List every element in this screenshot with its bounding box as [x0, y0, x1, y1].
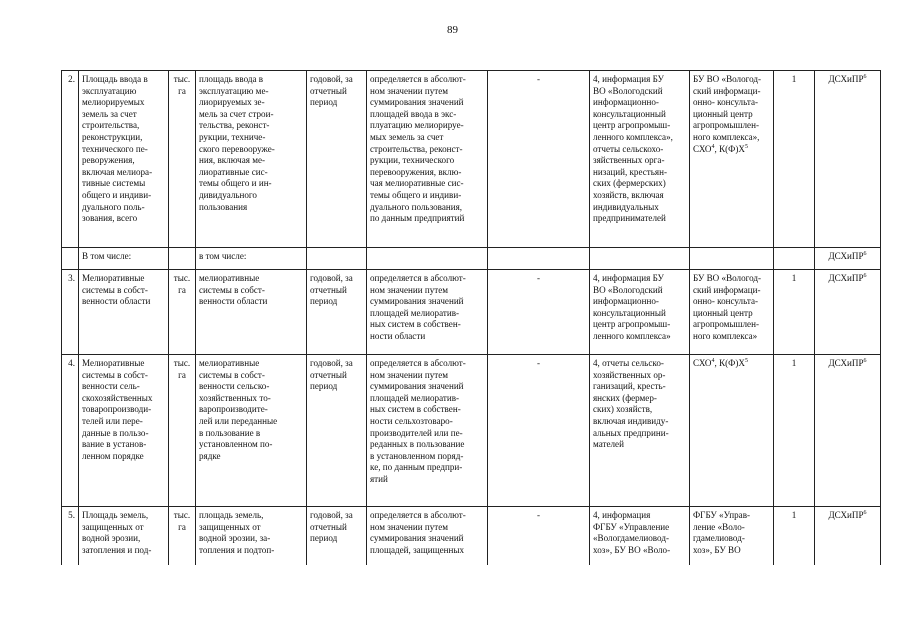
definition-cell-text: площадь ввода в эксплуатацию ме- лиорируемых зе- мель за счет строи- тельства, реконст- рукции, техниче- ского перевооруже- ния, включая ме- лиоративные сис- темы общего и ин- дивидуального пользования — [199, 74, 275, 212]
responsible-tail: , К(Ф)Х — [714, 143, 745, 154]
responsible-dept-cell-text: ДСХиПР — [828, 510, 864, 520]
dept-footnote-mark: 6 — [863, 73, 867, 80]
responsible-cell-text: СХО — [693, 358, 712, 368]
unit-cell-text: тыс. га — [173, 273, 191, 295]
periodicity-cell-text: годовой, за отчетный период — [310, 358, 353, 392]
responsible-tail-sup: 5 — [744, 357, 748, 364]
responsible-tail: , К(Ф)Х — [714, 358, 745, 368]
data-source-cell — [590, 248, 690, 270]
responsible-dept-cell — [815, 355, 881, 507]
data-source-cell — [590, 270, 690, 355]
unit-cell — [169, 270, 196, 355]
responsible-dept-cell — [815, 248, 881, 270]
unit-cell — [169, 248, 196, 270]
data-source-cell-text: 4, отчеты сельско- хозяйственных ор- ганизаций, кресть- янских (фермер- ских) хозяйств, включая индивиду- альных предприни- мателей — [593, 358, 669, 450]
table-row — [62, 270, 881, 355]
responsible-sup: 4 — [711, 357, 715, 364]
row-number-text: 4. — [68, 358, 75, 368]
responsible-dept-cell-text: ДСХиПР — [828, 74, 864, 84]
row-number — [62, 507, 79, 565]
responsible-cell-text: БУ ВО «Вологод- ский информаци- онно- консульта- ционный центр агропромышлен- ного комплекса» — [693, 273, 762, 341]
responsible-dept-cell — [815, 270, 881, 355]
responsible-dept-cell — [815, 507, 881, 565]
collection-code-cell — [774, 270, 815, 355]
row-number-text: 5. — [68, 510, 75, 520]
row-number — [62, 355, 79, 507]
data-source-cell — [590, 71, 690, 248]
indicator-name — [79, 270, 169, 355]
data-source-cell — [590, 507, 690, 565]
indicator-name — [79, 507, 169, 565]
dept-footnote-mark: 6 — [863, 357, 867, 364]
definition-cell — [196, 71, 307, 248]
indicator-name-text: Мелиоративные системы в собст- венности области — [82, 273, 151, 307]
calculation-method-cell — [367, 355, 488, 507]
periodicity-cell — [307, 507, 367, 565]
basic-indicator-cell-text: - — [536, 358, 541, 368]
definition-cell-text: мелиоративные системы в собст- венности сельско- хозяйственных то- варопроизводите- лей или переданные в пользование в установленном по- рядке — [199, 358, 278, 461]
collection-code-cell-text: 1 — [791, 510, 797, 520]
calculation-method-cell — [367, 248, 488, 270]
table-row — [62, 355, 881, 507]
responsible-sup: 4 — [711, 143, 715, 150]
responsible-cell — [690, 507, 774, 565]
unit-cell — [169, 507, 196, 565]
dept-footnote-mark: 6 — [863, 250, 867, 257]
collection-code-cell-text: 1 — [791, 358, 797, 368]
definition-cell — [196, 248, 307, 270]
dept-footnote-mark: 6 — [863, 509, 867, 516]
basic-indicator-cell — [488, 355, 590, 507]
collection-code-cell — [774, 355, 815, 507]
definition-cell-text: мелиоративные системы в собст- венности области — [199, 273, 268, 307]
definition-cell-text: в том числе: — [199, 251, 247, 261]
data-source-cell-text: 4, информация ФГБУ «Управление «Вологдамелиовод- хоз», БУ ВО «Воло- — [593, 510, 671, 555]
periodicity-cell — [307, 270, 367, 355]
indicator-name-text: В том числе: — [82, 251, 132, 261]
row-number-text: 2. — [68, 74, 75, 84]
unit-cell — [169, 355, 196, 507]
responsible-cell-text: БУ ВО «Вологод- ский информаци- онно- консульта- ционный центр агропромышлен- ного комплекса», СХО — [693, 74, 762, 154]
collection-code-cell-text: 1 — [791, 273, 797, 283]
basic-indicator-cell — [488, 71, 590, 248]
indicator-name-text: Площадь ввода в эксплуатацию мелиорируемых земель за счет строительства, реконструкции, технического пе- реворужения, включая мелиора- тивные системы общего и индиви- дуального поль- зования, всего — [82, 74, 153, 224]
definition-cell-text: площадь земель, защищенных от водной эрозии, за- топления и подтоп- — [199, 510, 275, 555]
periodicity-cell — [307, 248, 367, 270]
row-number-text: 3. — [68, 273, 75, 283]
indicator-name-text: Площадь земель, защищенных от водной эрозии, затопления и под- — [82, 510, 152, 555]
data-source-cell — [590, 355, 690, 507]
indicator-name-text: Мелиоративные системы в собст- венности сель- скохозяйственных товаропроизводи- телей или пере- данные в пользо- вание в установ- ленном порядке — [82, 358, 153, 461]
table-row — [62, 71, 881, 248]
calculation-method-cell — [367, 270, 488, 355]
collection-code-cell-text: 1 — [791, 74, 797, 84]
responsible-dept-cell-text: ДСХиПР — [828, 273, 864, 283]
definition-cell — [196, 270, 307, 355]
indicator-name — [79, 71, 169, 248]
periodicity-cell-text: годовой, за отчетный период — [310, 510, 353, 544]
responsible-dept-cell-text: ДСХиПР — [828, 251, 864, 261]
data-source-cell-text: 4, информация БУ ВО «Вологодский информационно- консультационный центр агропромыш- ленного комплекса» — [593, 273, 671, 341]
responsible-cell — [690, 71, 774, 248]
row-number — [62, 270, 79, 355]
indicator-table — [61, 70, 881, 565]
indicator-name — [79, 355, 169, 507]
calculation-method-cell — [367, 71, 488, 248]
basic-indicator-cell — [488, 248, 590, 270]
data-source-cell-text: 4, информация БУ ВО «Вологодский информационно- консультационный центр агропромыш- ленного комплекса», отчеты сельскохо- зяйственных орга- низаций, крестьян- ских (фермерских) хозяйств, включая индивидуальных предпринимателей — [593, 74, 673, 224]
responsible-tail-sup: 5 — [744, 143, 748, 150]
collection-code-cell — [774, 507, 815, 565]
indicator-name — [79, 248, 169, 270]
row-number — [62, 248, 79, 270]
unit-cell-text: тыс. га — [173, 510, 191, 532]
periodicity-cell — [307, 355, 367, 507]
basic-indicator-cell — [488, 507, 590, 565]
dept-footnote-mark: 6 — [863, 272, 867, 279]
responsible-dept-cell-text: ДСХиПР — [828, 358, 864, 368]
calculation-method-cell — [367, 507, 488, 565]
basic-indicator-cell-text: - — [536, 74, 541, 84]
table-row — [62, 248, 881, 270]
basic-indicator-cell-text: - — [536, 510, 541, 520]
calculation-method-cell-text: определяется в абсолют- ном значении путем суммирования значений площадей мелиоратив- ных систем в собствен- ности сельхозтоваро- производителей или пе- реданных в пользование в установленном поряд- ке, по данным предпри- ятий — [370, 358, 466, 484]
responsible-cell-text: ФГБУ «Управ- ление «Воло- гдамелиовод- хоз», БУ ВО — [693, 510, 751, 555]
definition-cell — [196, 507, 307, 565]
basic-indicator-cell — [488, 270, 590, 355]
responsible-dept-cell — [815, 71, 881, 248]
page-number: 89 — [447, 24, 458, 36]
responsible-cell — [690, 248, 774, 270]
table-row — [62, 507, 881, 565]
calculation-method-cell-text: определяется в абсолют- ном значении путем суммирования значений площадей ввода в экс- плуатацию мелиорируе- мых земель за счет строительства, реконст- рукции, технического перевооружения, вклю- чая мелиоративные сис- темы общего и индиви- дуального пользования, по данным предприятий — [370, 74, 466, 224]
calculation-method-cell-text: определяется в абсолют- ном значении путем суммирования значений площадей, защищенных — [370, 510, 466, 555]
responsible-cell — [690, 355, 774, 507]
collection-code-cell — [774, 248, 815, 270]
unit-cell-text: тыс. га — [173, 74, 191, 96]
responsible-cell — [690, 270, 774, 355]
periodicity-cell-text: годовой, за отчетный период — [310, 74, 353, 108]
periodicity-cell — [307, 71, 367, 248]
calculation-method-cell-text: определяется в абсолют- ном значении путем суммирования значений площадей мелиоратив- ных систем в собствен- ности области — [370, 273, 466, 341]
periodicity-cell-text: годовой, за отчетный период — [310, 273, 353, 307]
definition-cell — [196, 355, 307, 507]
unit-cell-text: тыс. га — [173, 358, 191, 380]
collection-code-cell — [774, 71, 815, 248]
unit-cell — [169, 71, 196, 248]
row-number — [62, 71, 79, 248]
basic-indicator-cell-text: - — [536, 273, 541, 283]
